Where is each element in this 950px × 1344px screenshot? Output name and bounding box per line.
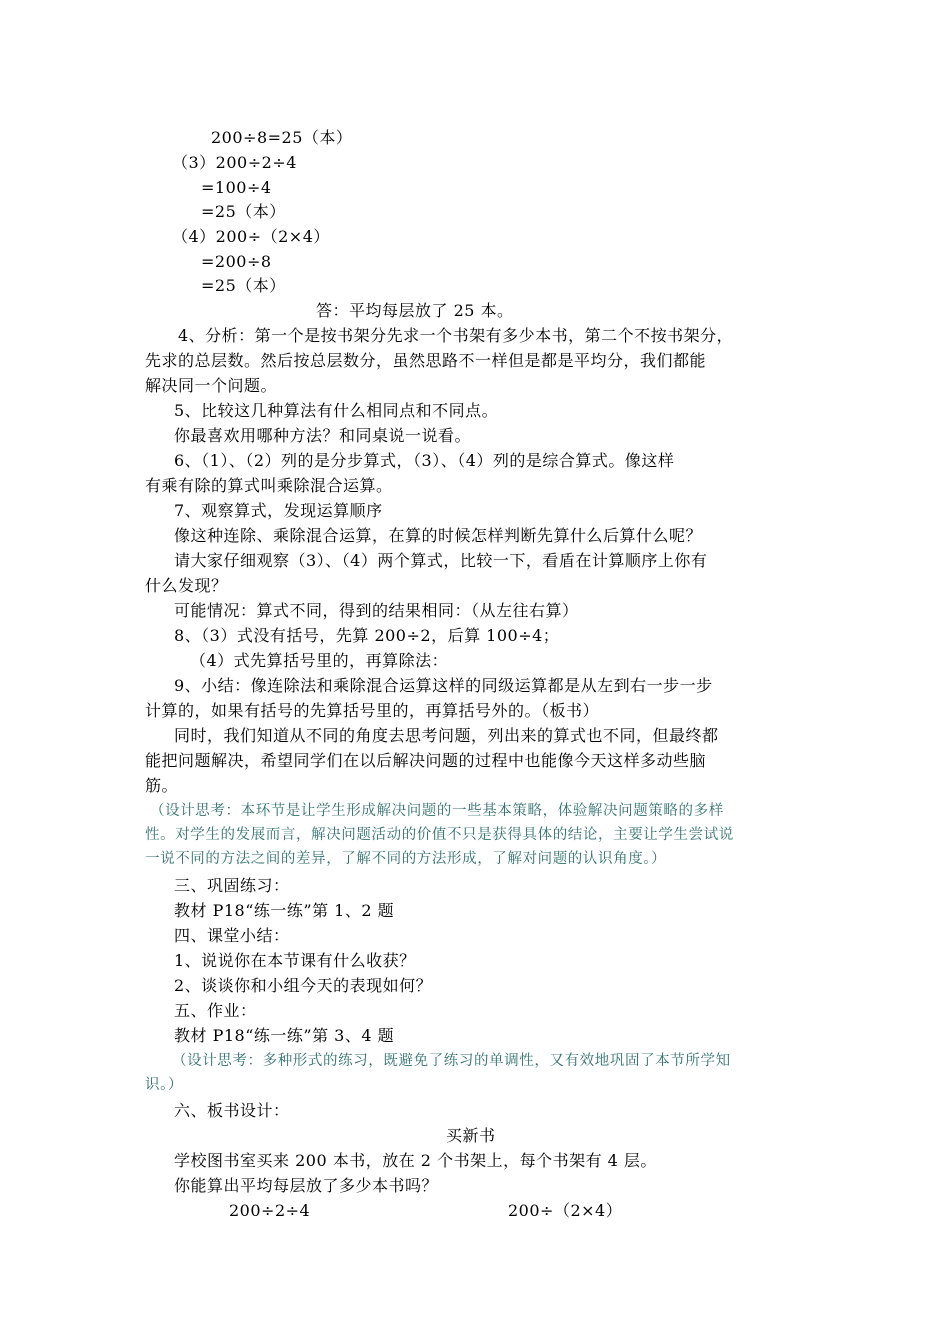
board-title: 买新书: [446, 1126, 496, 1145]
paragraph-line: 筋。: [145, 776, 179, 795]
calc-line: =200÷8: [201, 252, 272, 271]
paragraph-line: 2、谈谈你和小组今天的表现如何？: [174, 976, 433, 995]
method-3-heading: （3）200÷2÷4: [172, 153, 297, 172]
section-heading: 五、作业：: [174, 1001, 257, 1020]
calc-line: =100÷4: [201, 178, 272, 197]
paragraph-line: 有乘有除的算式叫乘除混合运算。: [145, 476, 393, 495]
paragraph-line: 教材 P18“练一练”第 1、2 题: [174, 901, 395, 920]
paragraph-line: 学校图书室买来 200 本书，放在 2 个书架上，每个书架有 4 层。: [174, 1151, 657, 1170]
paragraph-line: 计算的，如果有括号的先算括号里的，再算括号外的。（板书）: [145, 701, 600, 720]
paragraph-line: 什么发现？: [145, 576, 228, 595]
paragraph-line: 6、（1）、（2）列的是分步算式，（3）、（4）列的是综合算式。像这样: [174, 451, 675, 470]
design-note-line: （设计思考：多种形式的练习，既避免了练习的单调性，又有效地巩固了本节所学知: [172, 1053, 731, 1069]
paragraph-line: 能把问题解决，希望同学们在以后解决问题的过程中也能像今天这样多动些脑: [145, 751, 707, 770]
section-heading: 四、课堂小结：: [174, 926, 290, 945]
paragraph-line: 可能情况：算式不同，得到的结果相同：（从左往右算）: [174, 601, 579, 620]
paragraph-line: 4、分析：第一个是按书架分先求一个书架有多少本书，第二个不按书架分，: [178, 326, 734, 345]
calc-line: 200÷（2×4）: [508, 1201, 623, 1220]
section-heading: 三、巩固练习：: [174, 876, 290, 895]
paragraph-line: 5、比较这几种算法有什么相同点和不同点。: [174, 401, 499, 420]
calc-line: =25（本）: [201, 276, 286, 295]
design-note-line: 识。）: [145, 1077, 184, 1093]
calc-line: 200÷8=25（本）: [211, 128, 353, 147]
answer-line: 答：平均每层放了 25 本。: [316, 301, 514, 320]
paragraph-line: 1、说说你在本节课有什么收获？: [174, 951, 416, 970]
section-heading: 六、板书设计：: [174, 1101, 290, 1120]
paragraph-line: 请大家仔细观察（3）、（4）两个算式，比较一下，看盾在计算顺序上你有: [174, 551, 708, 570]
paragraph-line: 8、（3）式没有括号，先算 200÷2，后算 100÷4；: [174, 626, 560, 645]
method-4-heading: （4）200÷（2×4）: [172, 227, 330, 246]
design-note-line: （设计思考：本环节是让学生形成解决问题的一些基本策略，体验解决问题策略的多样: [150, 803, 724, 819]
design-note-line: 性。对学生的发展而言，解决问题活动的价值不只是获得具体的结论，主要让学生尝试说: [145, 827, 734, 843]
paragraph-line: 解决同一个问题。: [145, 376, 278, 395]
paragraph-line: 7、观察算式，发现运算顺序: [174, 501, 383, 520]
paragraph-line: 你能算出平均每层放了多少本书吗？: [174, 1176, 439, 1195]
paragraph-line: （4）式先算括号里的，再算除法：: [190, 651, 449, 670]
paragraph-line: 教材 P18“练一练”第 3、4 题: [174, 1026, 395, 1045]
design-note-line: 一说不同的方法之间的差异，了解不同的方法形成，了解对问题的认识角度。）: [145, 851, 667, 867]
paragraph-line: 你最喜欢用哪种方法？和同桌说一说看。: [174, 426, 472, 445]
paragraph-line: 像这种连除、乘除混合运算，在算的时候怎样判断先算什么后算什么呢？: [174, 526, 703, 545]
paragraph-line: 同时，我们知道从不同的角度去思考问题，列出来的算式也不同，但最终都: [174, 726, 719, 745]
calc-line: =25（本）: [201, 202, 286, 221]
paragraph-line: 9、小结：像连除法和乘除混合运算这样的同级运算都是从左到右一步一步: [174, 676, 713, 695]
calc-line: 200÷2÷4: [229, 1201, 311, 1220]
paragraph-line: 先求的总层数。然后按总层数分，虽然思路不一样但是都是平均分，我们都能: [145, 351, 707, 370]
